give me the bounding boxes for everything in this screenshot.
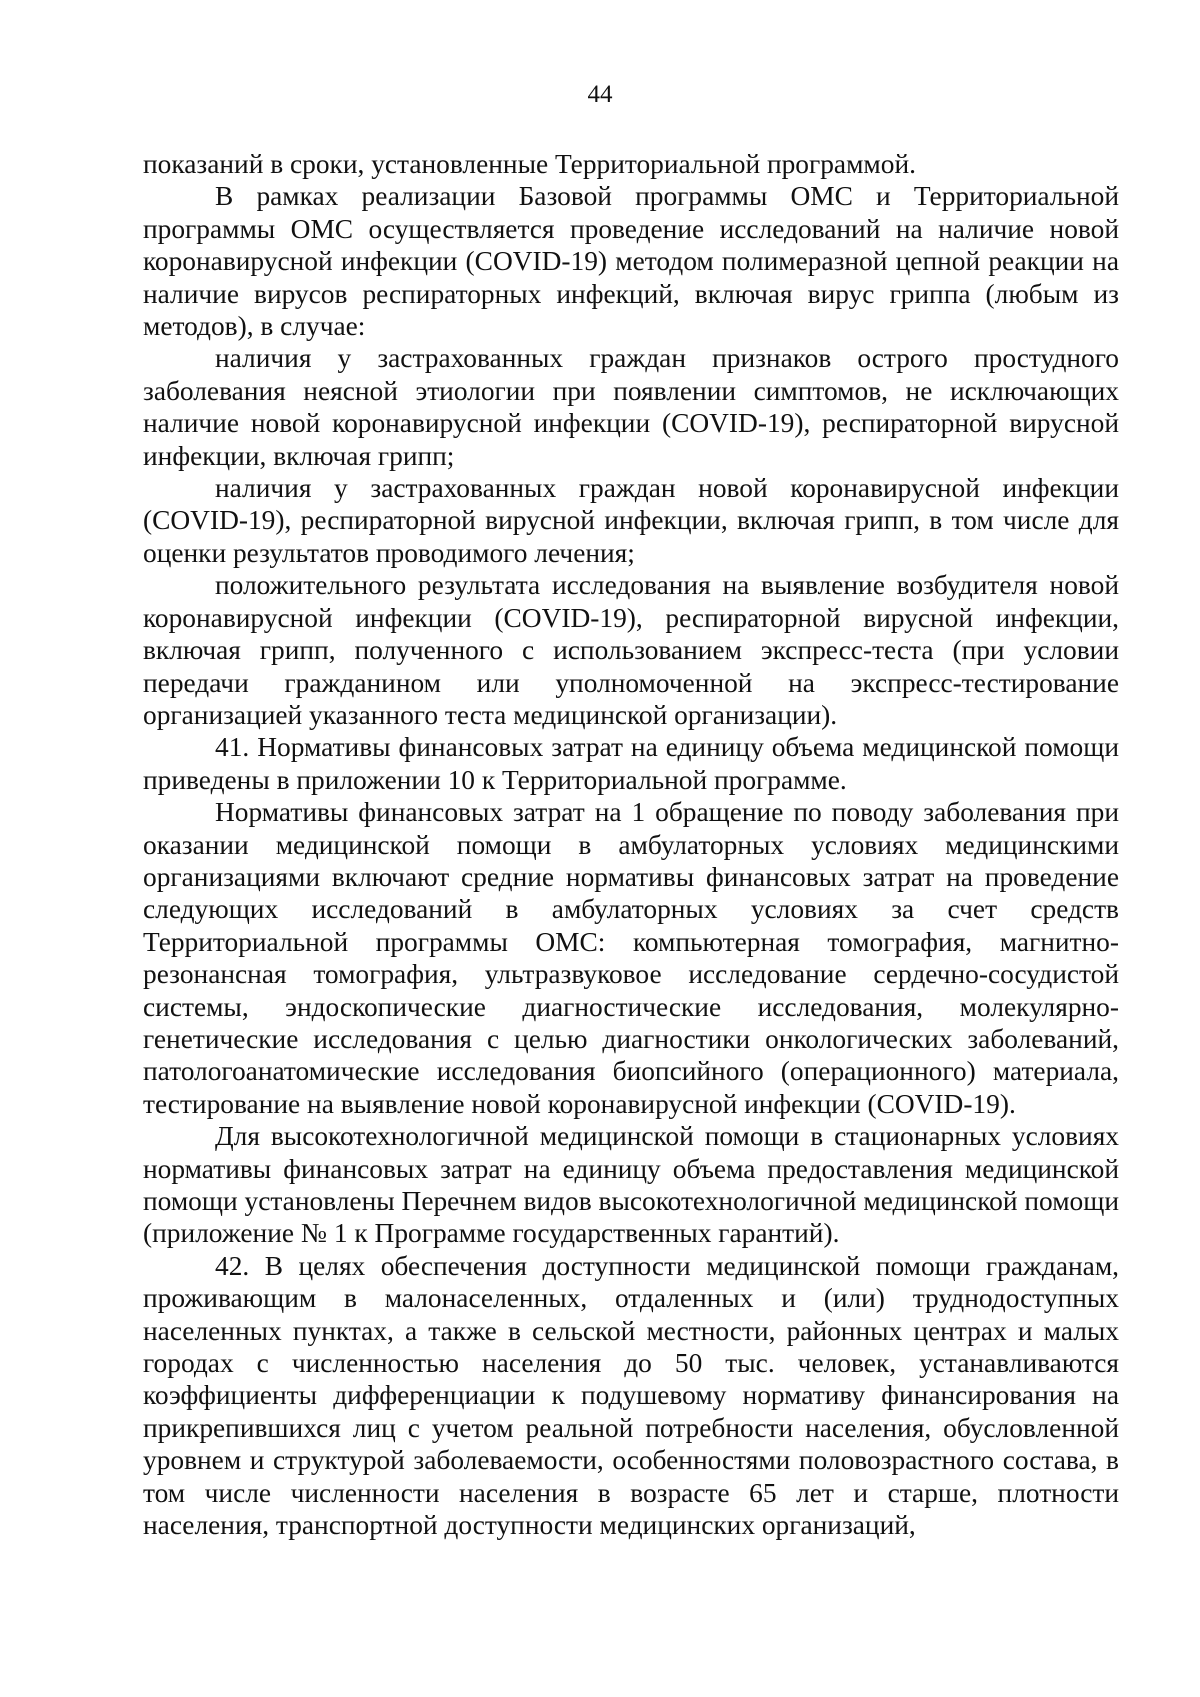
paragraph-outpatient-norms: Нормативы финансовых затрат на 1 обращение по поводу заболевания при оказании медицинской помощи в амбулаторных условиях медицинскими организациями включают средние нормативы финансовых затрат на проведение следующих исследований в амбулаторных условиях за счет средств Территориальной программы ОМС: компьютерная томография, магнитно-резонансная томография, ультразвуковое исследование сердечно-сосудистой системы, эндоскопические диагностические исследования, молекулярно-генетические исследования с целью диагностики онкологических заболеваний, патологоанатомические исследования биопсийного (операционного) материала, тестирование на выявление новой коронавирусной инфекции (COVID-19). <box>143 797 1119 1119</box>
paragraph-continuation: показаний в сроки, установленные Территориальной программой. <box>143 149 916 179</box>
paragraph-case-infection: наличия у застрахованных граждан новой коронавирусной инфекции (COVID-19), респираторной вирусной инфекции, включая грипп, в том числе для оценки результатов проводимого лечения; <box>143 473 1119 568</box>
paragraph-item-41: 41. Нормативы финансовых затрат на единицу объема медицинской помощи приведены в приложении 10 к Территориальной программе. <box>143 732 1119 795</box>
paragraph-case-symptoms: наличия у застрахованных граждан признаков острого простудного заболевания неясной этиологии при появлении симптомов, не исключающих наличие новой коронавирусной инфекции (COVID-19), респираторной вирусной инфекции, включая грипп; <box>143 343 1119 471</box>
document-body <box>143 148 1119 1541</box>
paragraph-item-42: 42. В целях обеспечения доступности медицинской помощи гражданам, проживающим в малонаселенных, отдаленных и (или) труднодоступных населенных пунктах, а также в сельской местности, районных центрах и малых городах с численностью населения до 50 тыс. человек, устанавливаются коэффициенты дифференциации к подушевому нормативу финансирования на прикрепившихся лиц с учетом реальной потребности населения, обусловленной уровнем и структурой заболеваемости, особенностями половозрастного состава, в том числе численности населения в возрасте 65 лет и старше, плотности населения, транспортной доступности медицинских организаций, <box>143 1250 1119 1541</box>
paragraph-case-express-test: положительного результата исследования на выявление возбудителя новой коронавирусной инфекции (COVID-19), респираторной вирусной инфекции, включая грипп, полученного с использованием экспресс-теста (при условии передачи гражданином или уполномоченной на экспресс-тестирование организацией указанного теста медицинской организации). <box>143 570 1119 730</box>
page-number: 44 <box>587 81 613 108</box>
paragraph-high-tech-care: Для высокотехнологичной медицинской помощи в стационарных условиях нормативы финансовых затрат на единицу объема предоставления медицинской помощи установлены Перечнем видов высокотехнологичной медицинской помощи (приложение № 1 к Программе государственных гарантий). <box>143 1121 1119 1249</box>
paragraph-covid-testing-intro: В рамках реализации Базовой программы ОМС и Территориальной программы ОМС осуществляется проведение исследований на наличие новой коронавирусной инфекции (COVID-19) методом полимеразной цепной реакции на наличие вирусов респираторных инфекций, включая вирус гриппа (любым из методов), в случае: <box>143 181 1119 342</box>
